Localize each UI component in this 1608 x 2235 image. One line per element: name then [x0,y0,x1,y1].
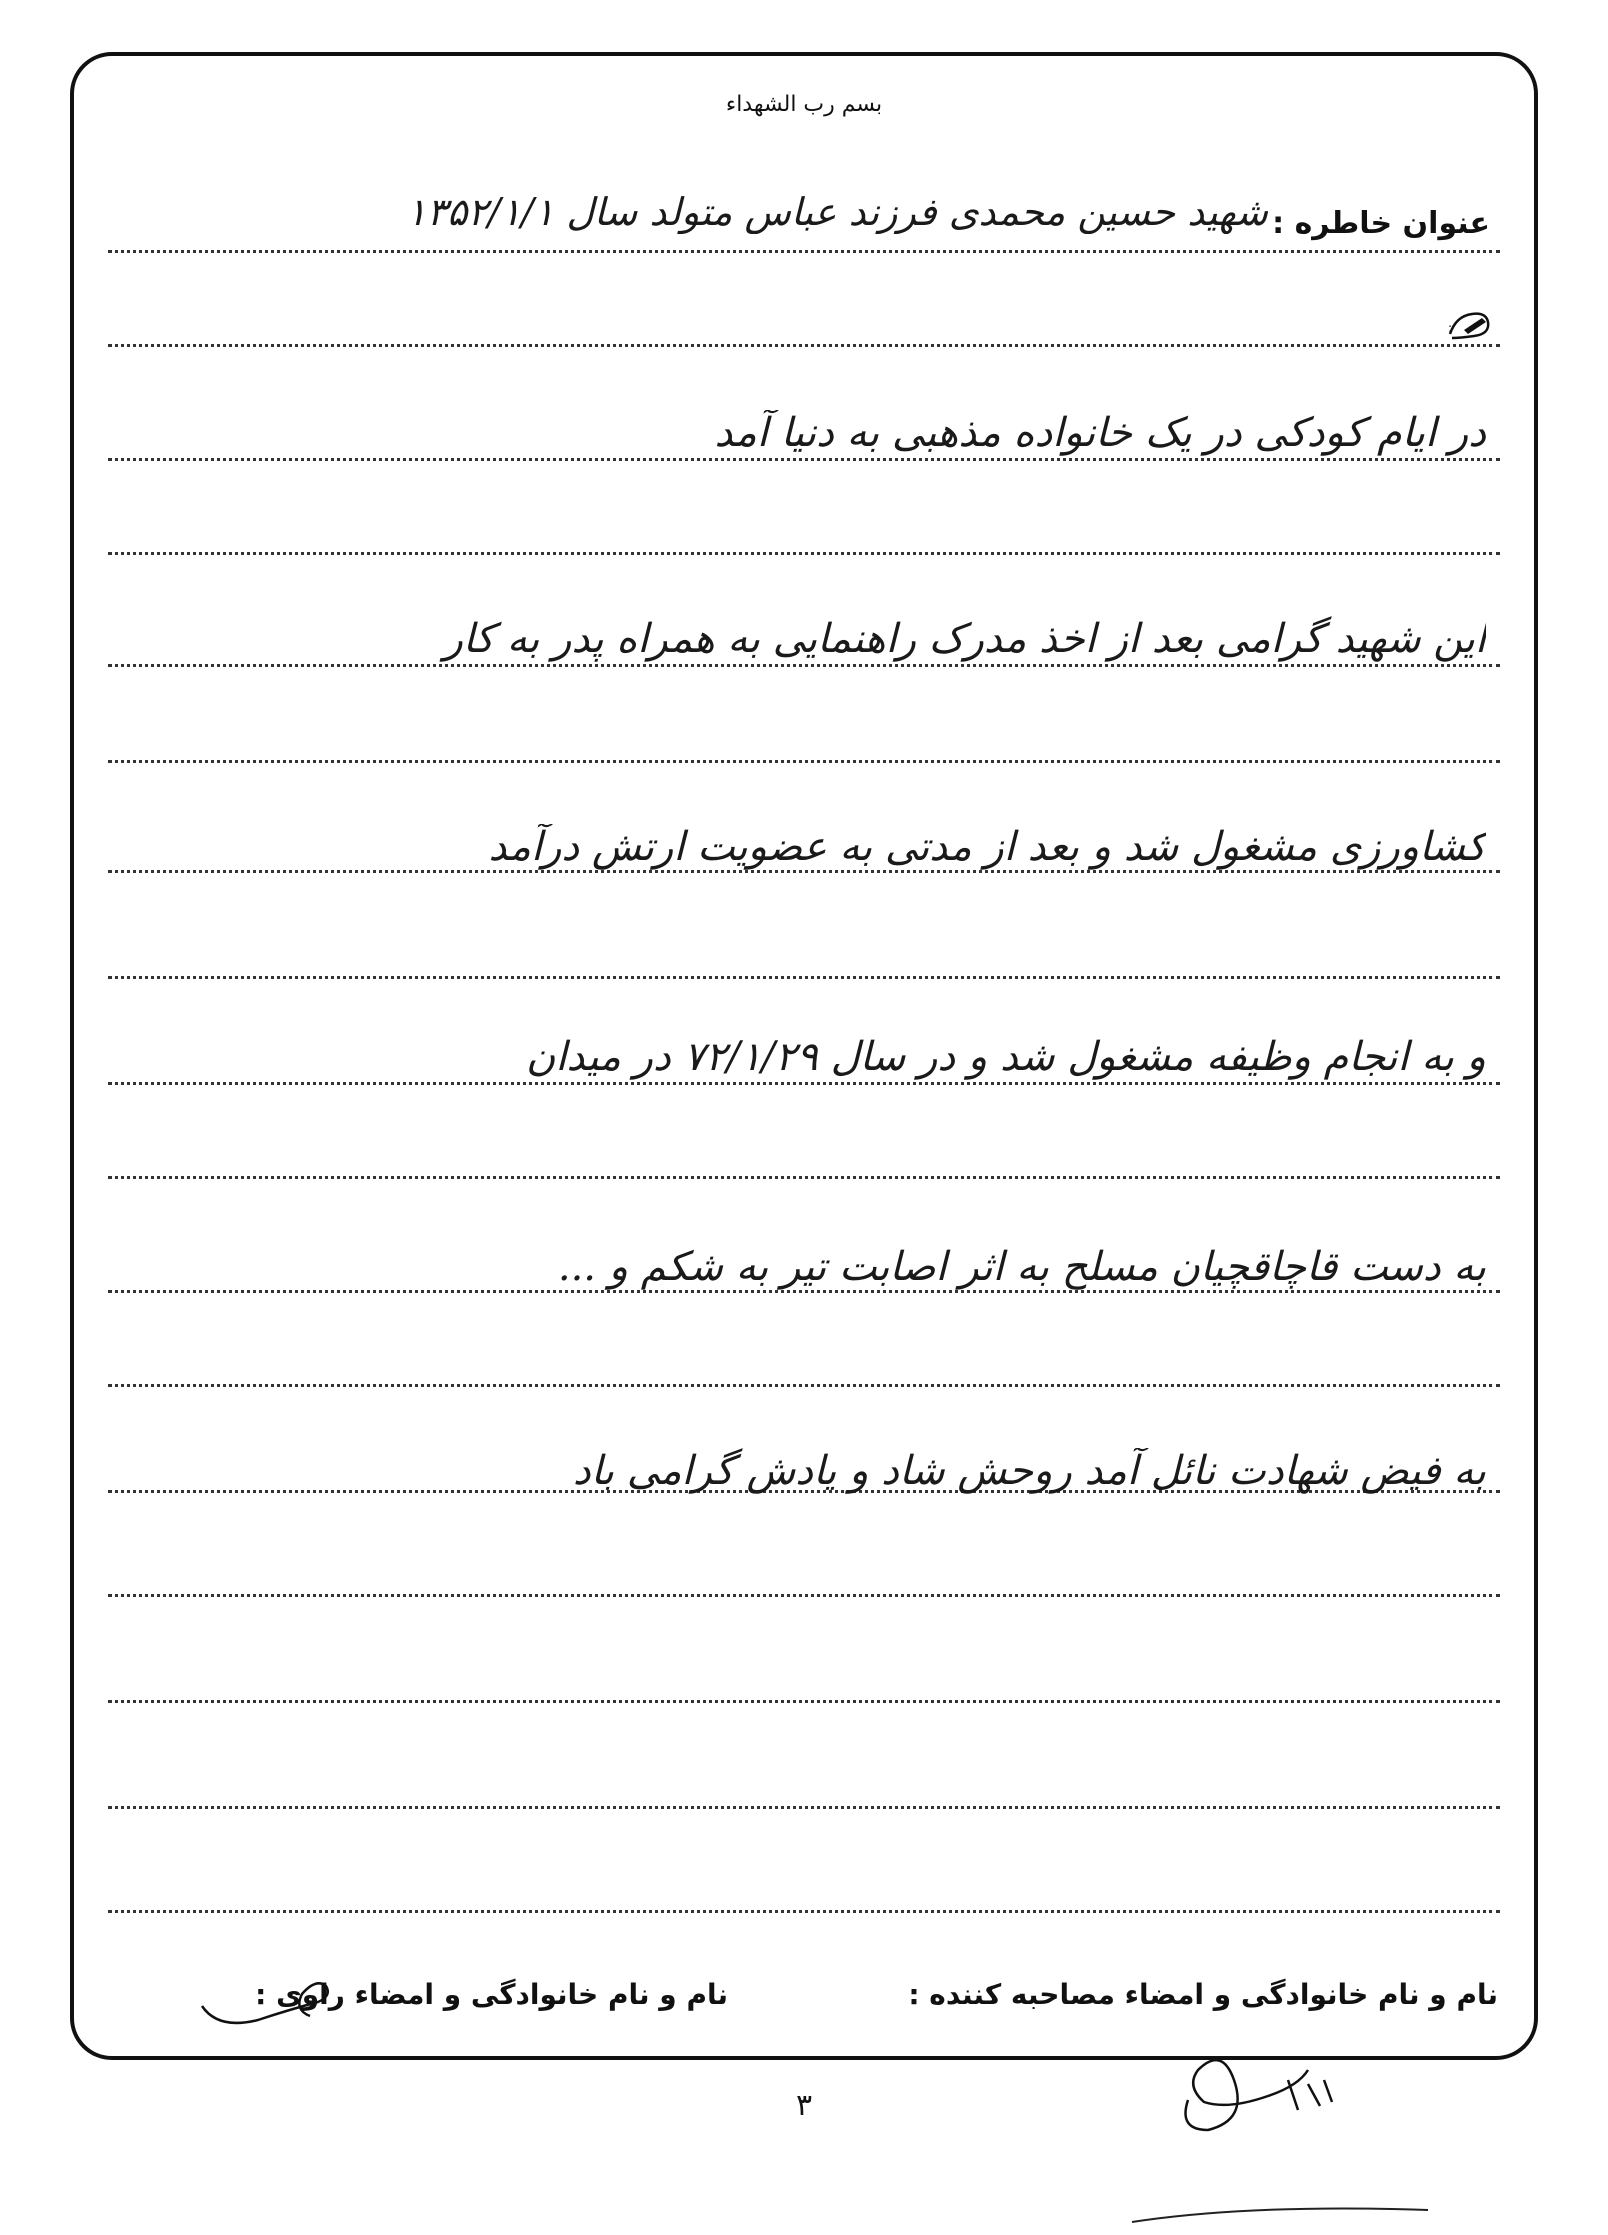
ruled-line [108,250,1500,253]
ruled-line [108,1594,1500,1597]
ruled-line [108,1176,1500,1179]
memory-title-handwritten: شهید حسین محمدی فرزند عباس متولد سال ۱۳۵۲/۱/۱ [406,190,1268,234]
handwritten-line: و به انجام وظیفه مشغول شد و در سال ۷۲/۱/۲۹ در میدان [525,1034,1486,1080]
bottom-pen-stroke [1130,2196,1430,2226]
handwritten-line: در ایام کودکی در یک خانواده مذهبی به دنیا آمد [714,410,1486,456]
handwritten-line: به دست قاچاقچیان مسلح به اثر اصابت تیر به شکم و ... [557,1244,1486,1290]
pen-writing-icon [1446,308,1492,342]
basmala-header: بسم رب الشهداء [725,92,883,117]
ruled-line [108,1700,1500,1703]
ruled-line [108,1910,1500,1913]
handwritten-line: کشاورزی مشغول شد و بعد از مدتی به عضویت ارتش درآمد [488,824,1486,870]
ruled-line [108,870,1500,873]
interviewer-signature [1148,2040,1338,2140]
page-number: ۳ [795,2088,813,2123]
ruled-line [108,1806,1500,1809]
ruled-line [108,760,1500,763]
handwritten-line: به فیض شهادت نائل آمد روحش شاد و یادش گرامی باد [572,1448,1486,1494]
ruled-line [108,976,1500,979]
ruled-line [108,552,1500,555]
memory-title-label: عنوان خاطره : [1272,206,1490,241]
narrator-signature-label: نام و نام خانوادگی و امضاء راوی : [255,1978,728,2011]
interviewer-signature-label: نام و نام خانوادگی و امضاء مصاحبه کننده : [908,1978,1498,2011]
ruled-line [108,1384,1500,1387]
ruled-line [108,1290,1500,1293]
narrator-signature [198,1960,338,2040]
ruled-line [108,344,1500,347]
handwritten-line: این شهید گرامی بعد از اخذ مدرک راهنمایی به همراه پدر به کار [443,616,1486,662]
svg-text::: : [1448,321,1453,335]
ruled-line [108,1082,1500,1085]
ruled-line [108,458,1500,461]
ruled-line [108,664,1500,667]
